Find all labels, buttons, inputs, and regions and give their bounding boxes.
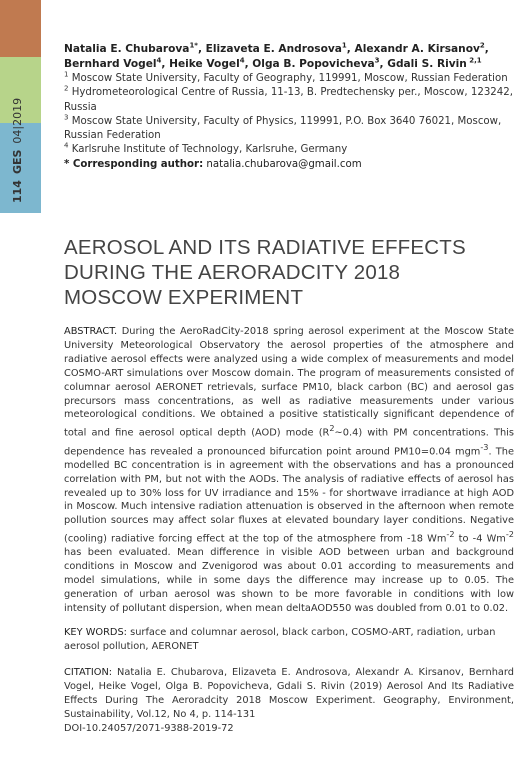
abstract-text: ~0.4) with PM concentrations. This dependence has revealed a pronounced bifurcation point around PM10=0.04 mgm <box>64 427 514 457</box>
page-number: 114 <box>11 180 24 203</box>
author-sup: 4 <box>156 56 162 65</box>
abstract-sup: -2 <box>446 529 455 540</box>
keywords-text: surface and columnar aerosol, black carbon, COSMO-ART, radiation, urban aerosol pollution, AERONET <box>64 627 496 652</box>
title-line: MOSCOW EXPERIMENT <box>64 286 304 309</box>
author-list <box>64 42 514 72</box>
citation-label: CITATION: <box>64 667 113 678</box>
abstract-sup: -3 <box>480 441 489 452</box>
citation <box>64 666 514 736</box>
affiliation <box>64 86 514 115</box>
keywords <box>64 626 514 654</box>
article-title <box>64 235 514 310</box>
affiliation-sup: 2 <box>64 84 69 93</box>
author-name: Bernhard Vogel <box>64 58 157 70</box>
affiliation <box>64 72 514 86</box>
abstract-sup: -2 <box>505 529 514 540</box>
author-name: , Elizaveta E. Androsova <box>197 43 342 55</box>
author-name: , Olga B. Popovicheva <box>244 58 375 70</box>
author-name: , Alexandr A. Kirsanov <box>346 43 480 55</box>
abstract-label: ABSTRACT. <box>64 326 118 337</box>
author-sup: 2,1 <box>466 56 482 65</box>
affiliation-text: Karlsruhe Institute of Technology, Karlsruhe, Germany <box>68 144 348 156</box>
journal-sidebar <box>0 0 41 768</box>
doi-link[interactable]: DOI-10.24057/2071-9388-2019-72 <box>64 722 234 734</box>
title-line: DURING THE AERORADCITY 2018 <box>64 261 401 284</box>
citation-text: Natalia E. Chubarova, Elizaveta E. Androsova, Alexandr A. Kirsanov, Bernhard Vogel, Heike Vogel, Olga B. Popovicheva, Gdali S. Rivin (2019) Aerosol And Its Radiative Effects During The Aeroradcity 2018 Moscow Experiment. Geography, Environment, Sustainability, Vol.12, No 4, p. 114-131 <box>64 667 514 720</box>
abstract-text: . The modelled BC concentration is in agreement with the observations and has a pronounced correlation with PM, but not with the AODs. The analysis of radiative effects of aerosol has revealed up to 30% loss for UV irradiance and 15% - for shortwave irradiance at high AOD in Moscow. Much intensive radiation attenuation is observed in the afternoon when remote pollution sources may affect solar fluxes at elevated boundary layer conditions. Negative (cooling) radiative forcing effect at the top of the atmosphere from -18 Wm <box>64 445 514 545</box>
abstract-text: has been evaluated. Mean difference in visible AOD between urban and background conditions in Moscow and Zvenigorod was about 0.01 according to measurements and model simulations, while in some days the difference may increase up to 0.05. The generation of urban aerosol was shown to be more favorable in conditions with low intensity of pollutant dispersion, when mean deltaAOD550 was doubled from 0.01 to 0.02. <box>64 547 514 615</box>
abstract <box>64 325 514 616</box>
title-line: AEROSOL AND ITS RADIATIVE EFFECTS <box>64 236 466 259</box>
author-sup: 1* <box>189 41 198 50</box>
header-block <box>64 42 514 172</box>
journal-issue: 04|2019 <box>11 97 24 144</box>
abstract-sup: 2 <box>329 423 335 434</box>
author-sup: 3 <box>374 56 380 65</box>
author-name: , Gdali S. Rivin <box>379 58 467 70</box>
affiliation-text: Moscow State University, Faculty of Physics, 119991, P.O. Box 3640 76021, Moscow, Russian Federation <box>64 115 502 142</box>
affiliation-text: Moscow State University, Faculty of Geography, 119991, Moscow, Russian Federation <box>68 73 508 84</box>
journal-abbrev: GES <box>11 149 24 175</box>
sidebar-header <box>11 97 24 203</box>
author-sep: , <box>484 43 489 55</box>
author-name: , Heike Vogel <box>161 58 240 70</box>
affiliation-sup: 3 <box>64 113 69 122</box>
author-sup: 4 <box>239 56 245 65</box>
affiliation <box>64 115 514 144</box>
abstract-text: During the AeroRadCity-2018 spring aerosol experiment at the Moscow State University Meteorological Observatory the aerosol properties of the atmosphere and radiative aerosol effects were analyzed using a wide complex of measurements and model COSMO-ART simulations over Moscow domain. The program of measurements consisted of columnar aerosol AERONET retrievals, surface PM10, black carbon (BC) and aerosol gas precursors mass concentrations, as well as radiative measurements under various meteorological conditions. We obtained a positive statistically significant dependence of total and fine aerosol optical depth (AOD) mode (R <box>64 326 514 439</box>
author-sup: 2 <box>479 41 485 50</box>
author-sup: 1 <box>341 41 347 50</box>
affiliation-sup: 1 <box>64 70 69 79</box>
corresponding-author <box>64 158 514 172</box>
affiliation-sup: 4 <box>64 142 69 151</box>
keywords-label: KEY WORDS: <box>64 627 127 638</box>
affiliation-text: Hydrometeorological Centre of Russia, 11-13, B. Predtechensky per., Moscow, 123242, Russia <box>64 87 513 113</box>
sidebar-orange-block <box>0 0 41 57</box>
affiliation <box>64 143 514 157</box>
corresponding-email[interactable]: natalia.chubarova@gmail.com <box>203 158 362 170</box>
author-name: Natalia E. Chubarova <box>64 43 190 55</box>
abstract-text: to -4 Wm <box>454 533 506 545</box>
corresponding-label: * Corresponding author: <box>64 158 204 170</box>
